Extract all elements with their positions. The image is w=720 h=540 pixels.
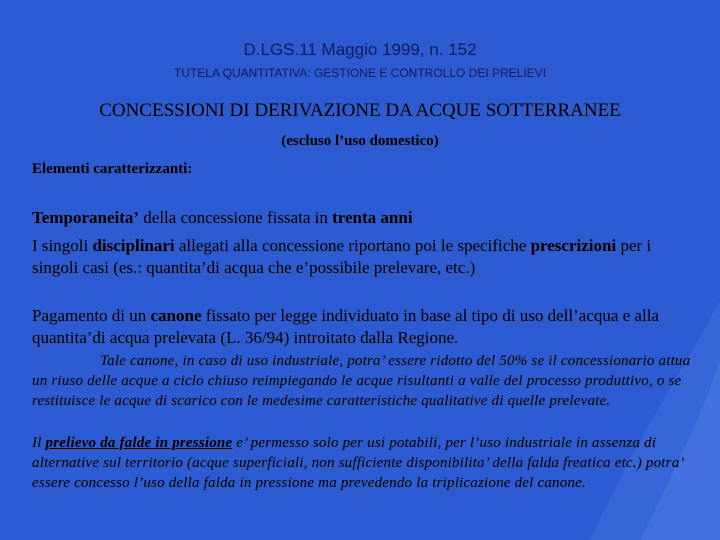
p1-bold-1: Temporaneita’ <box>32 208 140 227</box>
p3-bold-1: canone <box>150 306 202 325</box>
paragraph-falde-pressione <box>32 433 697 493</box>
p2-bold-2: prescrizioni <box>530 236 617 255</box>
paragraph-riduzione-canone: Tale canone, in caso di uso industriale, potra’ essere ridotto del 50% se il concessionario attua un riuso delle acque a ciclo chiuso reimpiegando le acque risultanti a valle del processo produttivo, o se restituisce le acque di scarico con le medesime caratteristiche qualitative di quelle prelevate. <box>32 353 691 409</box>
p5-text-1: Il <box>32 435 46 451</box>
p2-bold-1: disciplinari <box>92 236 175 255</box>
slide-subtitle: TUTELA QUANTITATIVA: GESTIONE E CONTROLLO DEI PRELIEVI <box>173 66 547 80</box>
p2-text-2: allegati alla concessione riportano poi le specifiche <box>174 236 531 255</box>
elements-label: Elementi caratterizzanti: <box>32 161 193 177</box>
p5-text-2: e’ permesso solo per usi potabili, per l’uso industriale in assenza di alternative sul territorio (acque superficiali, non sufficiente disponibilita’ della falda freatica etc.) potra’ essere concesso l’uso della falda in pressione ma prevedendo la triplicazione del canone. <box>32 435 683 491</box>
slide-title: D.LGS.11 Maggio 1999, n. 152 <box>243 40 477 59</box>
p2-text-1: I singoli <box>32 236 93 255</box>
p3-text-2: fissato per legge individuato in base al tipo di uso dell’acqua e alla quantita’di acqua prelevata (L. 36/94) introitato dalla Regione. <box>32 306 659 347</box>
paragraph-canone <box>32 305 692 349</box>
p1-text-1: della concessione fissata in <box>139 208 333 227</box>
paragraph-disciplinari <box>32 235 692 279</box>
paragraph-temporaneita <box>32 207 692 229</box>
section-heading: CONCESSIONI DI DERIVAZIONE DA ACQUE SOTTERRANEE <box>99 100 621 121</box>
p5-bold-1: prelievo da falde in pressione <box>45 435 233 451</box>
p3-text-1: Pagamento di un <box>32 306 151 325</box>
heading-note: (escluso l’uso domestico) <box>281 133 439 149</box>
p1-bold-2: trenta anni <box>332 208 413 227</box>
p2-text-3: per i singoli casi (es.: quantita’di acqua che e’possibile prelevare, etc.) <box>32 236 652 277</box>
